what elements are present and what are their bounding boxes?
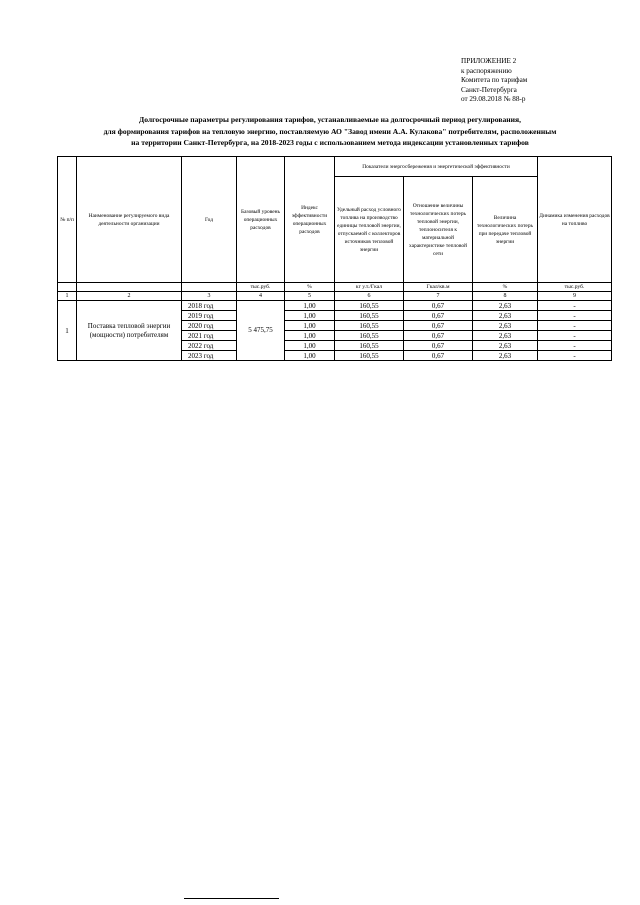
- row-number: 1: [58, 301, 77, 361]
- column-number: 9: [538, 292, 612, 301]
- fuel-dynamics-value: -: [538, 351, 612, 361]
- appendix-line: Комитета по тарифам: [461, 76, 528, 85]
- header-base-level: Базовый уровень операционных расходов: [237, 157, 285, 283]
- year-cell: 2020 год: [182, 321, 237, 331]
- unit-cell: %: [285, 283, 335, 292]
- column-number: 8: [473, 292, 538, 301]
- title-line: Долгосрочные параметры регулирования тарифов, устанавливаемые на долгосрочный период регулирования,: [138, 115, 522, 124]
- header-energy-efficiency-group: Показатели энергосбережения и энергетической эффективности: [335, 157, 538, 177]
- loss-ratio-value: 0,67: [404, 321, 473, 331]
- specific-fuel-value: 160,55: [335, 301, 404, 311]
- units-row: [58, 283, 612, 292]
- column-number: 1: [58, 292, 77, 301]
- year-cell: 2022 год: [182, 341, 237, 351]
- appendix-line: Санкт-Петербурга: [461, 85, 517, 94]
- column-number: 7: [404, 292, 473, 301]
- header-specific-fuel: Удельный расход условного топлива на производство единицы тепловой энергии, отпускаемой с коллекторов источников тепловой энергии: [335, 177, 404, 283]
- losses-value: 2,63: [473, 351, 538, 361]
- losses-value: 2,63: [473, 321, 538, 331]
- appendix-block: [461, 57, 527, 105]
- specific-fuel-value: 160,55: [335, 341, 404, 351]
- index-value: 1,00: [285, 341, 335, 351]
- losses-value: 2,63: [473, 311, 538, 321]
- year-cell: 2023 год: [182, 351, 237, 361]
- column-number: 4: [237, 292, 285, 301]
- footer-divider: [184, 898, 279, 899]
- index-value: 1,00: [285, 331, 335, 341]
- title-line: для формирования тарифов на тепловую энергию, поставляемую АО "Завод имени А.А. Кулакова" потребителям, расположенным: [103, 126, 557, 136]
- tariff-parameters-table: [57, 156, 612, 361]
- fuel-dynamics-value: -: [538, 311, 612, 321]
- losses-value: 2,63: [473, 331, 538, 341]
- specific-fuel-value: 160,55: [335, 311, 404, 321]
- header-year: Год: [182, 157, 237, 283]
- unit-cell: тыс.руб.: [538, 283, 612, 292]
- specific-fuel-value: 160,55: [335, 331, 404, 341]
- specific-fuel-value: 160,55: [335, 351, 404, 361]
- column-number: 6: [335, 292, 404, 301]
- header-efficiency-index: Индекс эффективности операционных расходов: [285, 157, 335, 283]
- unit-cell: тыс.руб.: [237, 283, 285, 292]
- index-value: 1,00: [285, 301, 335, 311]
- appendix-line: от 29.08.2018 № 88-р: [461, 95, 526, 104]
- fuel-dynamics-value: -: [538, 301, 612, 311]
- index-value: 1,00: [285, 311, 335, 321]
- title-line: на территории Санкт-Петербурга, на 2018-2023 годы с использованием метода индексации установленных тарифов: [131, 138, 529, 147]
- specific-fuel-value: 160,55: [335, 321, 404, 331]
- fuel-dynamics-value: -: [538, 331, 612, 341]
- unit-cell: Гкал/кв.м: [404, 283, 473, 292]
- header-fuel-dynamics: Динамика изменения расходов на топливо: [538, 157, 612, 283]
- unit-cell: %: [473, 283, 538, 292]
- index-value: 1,00: [285, 351, 335, 361]
- unit-cell: кг у.т./Гкал: [335, 283, 404, 292]
- loss-ratio-value: 0,67: [404, 331, 473, 341]
- loss-ratio-value: 0,67: [404, 301, 473, 311]
- base-level-value: 5 475,75: [237, 301, 285, 361]
- loss-ratio-value: 0,67: [404, 351, 473, 361]
- header-loss-ratio: Отношение величины технологических потерь тепловой энергии, теплоносителя к материальной характеристике тепловой сети: [404, 177, 473, 283]
- index-value: 1,00: [285, 321, 335, 331]
- losses-value: 2,63: [473, 341, 538, 351]
- year-cell: 2021 год: [182, 331, 237, 341]
- year-cell: 2018 год: [182, 301, 237, 311]
- loss-ratio-value: 0,67: [404, 341, 473, 351]
- year-cell: 2019 год: [182, 311, 237, 321]
- column-number: 2: [77, 292, 182, 301]
- activity-name: Поставка тепловой энергии (мощности) потребителям: [77, 301, 182, 361]
- document-title: [60, 114, 600, 149]
- header-activity: Наименование регулируемого вида деятельности организации: [77, 157, 182, 283]
- column-number-row: [58, 292, 612, 301]
- losses-value: 2,63: [473, 301, 538, 311]
- header-num: № п/п: [58, 157, 77, 283]
- column-number: 3: [182, 292, 237, 301]
- header-technological-losses: Величина технологических потерь при передаче тепловой энергии: [473, 177, 538, 283]
- appendix-line: ПРИЛОЖЕНИЕ 2: [461, 57, 517, 65]
- fuel-dynamics-value: -: [538, 321, 612, 331]
- appendix-line: к распоряжению: [461, 66, 512, 75]
- table-row: [58, 301, 612, 311]
- loss-ratio-value: 0,67: [404, 311, 473, 321]
- column-number: 5: [285, 292, 335, 301]
- fuel-dynamics-value: -: [538, 341, 612, 351]
